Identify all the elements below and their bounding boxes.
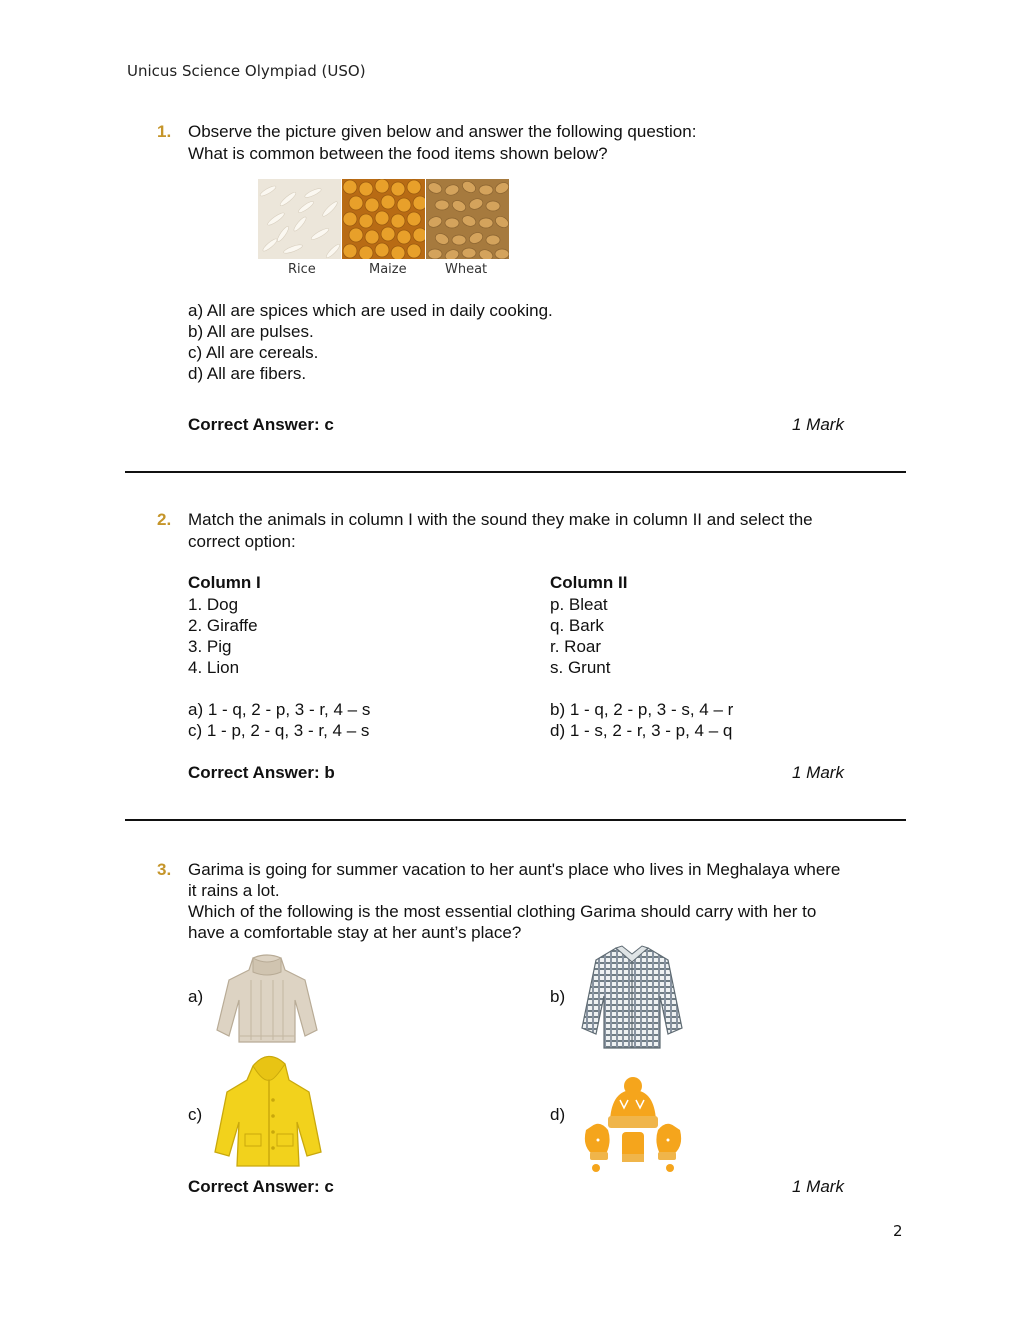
sweater-icon — [215, 950, 320, 1050]
question-2-answer: Correct Answer: b — [188, 763, 335, 782]
question-1-option-d: d) All are fibers. — [188, 364, 307, 383]
question-1-text-line1: Observe the picture given below and answer the following question: — [188, 122, 697, 141]
question-2-option-c: c) 1 - p, 2 - q, 3 - r, 4 – s — [188, 721, 370, 740]
checked-shirt-icon — [580, 944, 685, 1052]
question-2-text-line1: Match the animals in column I with the sound they make in column II and select the — [188, 510, 813, 529]
question-3-option-c-label: c) — [188, 1105, 203, 1124]
column-1-item: 4. Lion — [188, 658, 240, 677]
question-1-answer: Correct Answer: c — [188, 415, 334, 434]
question-3-answer: Correct Answer: c — [188, 1177, 334, 1196]
maize-label: Maize — [369, 262, 407, 277]
grains-image — [258, 179, 509, 279]
question-2-option-a: a) 1 - q, 2 - p, 3 - r, 4 – s — [188, 700, 371, 719]
question-3-text-line4: have a comfortable stay at her aunt’s place? — [188, 923, 522, 942]
column-1-item: 1. Dog — [188, 595, 239, 614]
page-number: 2 — [893, 1222, 903, 1240]
question-1-option-b: b) All are pulses. — [188, 322, 314, 341]
question-3-option-a-label: a) — [188, 987, 204, 1006]
question-1-option-a: a) All are spices which are used in daily cooking. — [188, 301, 553, 320]
rice-image — [258, 179, 341, 259]
question-3-text-line2: it rains a lot. — [188, 881, 280, 900]
wheat-label: Wheat — [445, 262, 488, 277]
woolen-cap-mittens-icon — [578, 1076, 688, 1176]
section-divider-2 — [125, 819, 906, 821]
question-2-option-b: b) 1 - q, 2 - p, 3 - s, 4 – r — [550, 700, 734, 719]
column-1-item: 2. Giraffe — [188, 616, 258, 635]
question-2-text-line2: correct option: — [188, 532, 296, 551]
column-2-item: r. Roar — [550, 637, 602, 656]
column-2-item: p. Bleat — [550, 595, 608, 614]
question-3-number: 3. — [157, 860, 172, 879]
yellow-raincoat-icon — [213, 1052, 323, 1170]
maize-image — [342, 179, 425, 259]
question-3-option-d-label: d) — [550, 1105, 566, 1124]
column-2-header: Column II — [550, 573, 628, 592]
question-2-option-d: d) 1 - s, 2 - r, 3 - p, 4 – q — [550, 721, 733, 740]
question-2-number: 2. — [157, 510, 172, 529]
wheat-image — [426, 179, 509, 259]
column-2-item: s. Grunt — [550, 658, 611, 677]
section-divider-1 — [125, 471, 906, 473]
question-1-option-c: c) All are cereals. — [188, 343, 319, 362]
question-3-text-line1: Garima is going for summer vacation to her aunt's place who lives in Meghalaya where — [188, 860, 841, 879]
question-3-marks: 1 Mark — [792, 1177, 844, 1196]
question-1-marks: 1 Mark — [792, 415, 844, 434]
question-1-number: 1. — [157, 122, 172, 141]
question-3-option-b-label: b) — [550, 987, 566, 1006]
question-3-text-line3: Which of the following is the most essential clothing Garima should carry with her to — [188, 902, 817, 921]
question-2-marks: 1 Mark — [792, 763, 844, 782]
column-1-header: Column I — [188, 573, 261, 592]
page-header: Unicus Science Olympiad (USO) — [127, 62, 366, 80]
column-2-item: q. Bark — [550, 616, 604, 635]
column-1-item: 3. Pig — [188, 637, 232, 656]
rice-label: Rice — [288, 262, 316, 277]
question-1-text-line2: What is common between the food items shown below? — [188, 144, 608, 163]
